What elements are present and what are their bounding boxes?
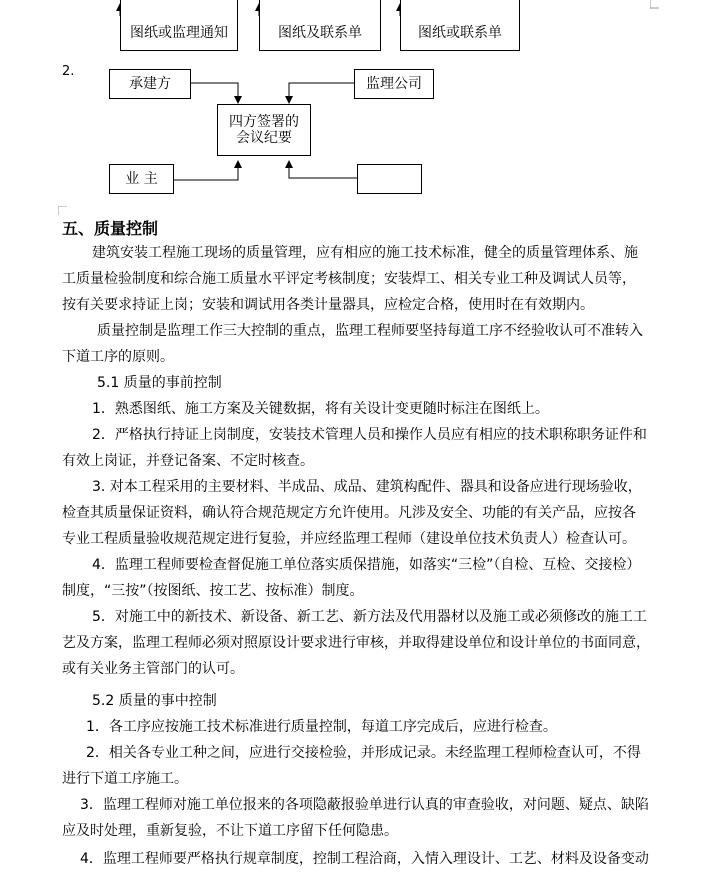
- flow-box-label: 图纸或监理通知: [130, 25, 228, 41]
- list-item-line: 4．监理工程师要严格执行规章制度，控制工程洽商，入情入理设计、工艺、材料及设备变动: [80, 851, 649, 867]
- list-item-line: 有效上岗证，并登记备案、不定时核查。: [62, 453, 314, 469]
- section-heading: 五、质量控制: [62, 219, 159, 238]
- flow-box-supervisor: [354, 69, 434, 99]
- list-item-line: 4．监理工程师要检查督促施工单位落实质保措施，如落实“三检”（自检、互检、交接检）: [92, 557, 641, 573]
- list-item-line: 或有关业务主管部门的认可。: [62, 661, 244, 677]
- list-item-line: 5．对施工中的新技术、新设备、新工艺、新方法及代用器材以及施工或必须修改的施工工: [92, 609, 647, 625]
- flow-box-label: 图纸及联系单: [278, 25, 362, 41]
- flow-box-contractor: [109, 69, 191, 99]
- list-item-line: 检查其质量保证资料，确认符合规范规定方允许使用。凡涉及安全、功能的有关产品，应按各: [62, 505, 636, 521]
- list-item-line: 应及时处理，重新复验，不让下道工序留下任何隐患。: [62, 823, 398, 839]
- flow-box-label: 监理公司: [366, 76, 422, 92]
- flow-box-label: 四方签署的: [229, 114, 299, 130]
- paragraph-line: 下道工序的原则。: [62, 349, 174, 365]
- list-item-line: 3．监理工程师对施工单位报来的各项隐蔽报验单进行认真的审查验收，对问题、疑点、缺陷: [80, 797, 649, 813]
- paragraph-line: 质量控制是监理工作三大控制的重点，监理工程师要坚持每道工序不经验收认可不准转入: [97, 323, 643, 339]
- list-item-line: 进行下道工序施工。: [62, 771, 188, 787]
- list-item-line: 2．相关各专业工种之间，应进行交接检验，并形成记录。未经监理工程师检查认可，不得: [86, 745, 641, 761]
- flow-box-label: 会议纪要: [236, 130, 292, 146]
- list-item-line: 1．各工序应按施工技术标准进行质量控制，每道工序完成后，应进行检查。: [86, 719, 557, 735]
- flow-box-drawing-and-contact: [259, 0, 381, 51]
- subsection-heading: 5.2 质量的事中控制: [92, 693, 217, 709]
- list-item-line: 1．熟悉图纸、施工方案及关键数据，将有关设计变更随时标注在图纸上。: [92, 401, 549, 417]
- flow-box-label: 图纸或联系单: [418, 25, 502, 41]
- flow-box-owner: [109, 164, 174, 194]
- list-item-line: 制度，“三按”（按图纸、按工艺、按标准）制度。: [62, 583, 364, 599]
- paragraph-line: 按有关要求持证上岗；安装和调试用各类计量器具，应检定合格，使用时在有效期内。: [62, 297, 594, 313]
- flow-box-label: 承建方: [129, 76, 171, 92]
- list-number: 2.: [62, 64, 75, 79]
- flow-box-drawing-or-notice: [120, 0, 238, 51]
- list-item-line: 专业工程质量验收规范规定进行复验，并应经监理工程师（建设单位技术负责人）检查认可。: [62, 531, 636, 547]
- flow-box-blank: [357, 164, 422, 194]
- paragraph-line: 建筑安装工程施工现场的质量管理，应有相应的施工技术标准，健全的质量管理体系、施: [92, 245, 638, 261]
- flow-box-meeting-minutes: [217, 104, 311, 156]
- list-item-line: 艺及方案，监理工程师必须对照原设计要求进行审核，并取得建设单位和设计单位的书面同意，: [62, 635, 650, 651]
- flow-box-label: 业 主: [125, 171, 158, 187]
- list-item-line: 3. 对本工程采用的主要材料、半成品、成品、建筑构配件、器具和设备应进行现场验收，: [92, 479, 642, 495]
- flow-box-drawing-or-contact: [400, 0, 520, 51]
- subsection-heading: 5.1 质量的事前控制: [97, 375, 222, 391]
- list-item-line: 2．严格执行持证上岗制度，安装技术管理人员和操作人员应有相应的技术职称职务证件和: [92, 427, 647, 443]
- paragraph-line: 工质量检验制度和综合施工质量水平评定考核制度；安装焊工、相关专业工种及调试人员等，: [62, 271, 636, 287]
